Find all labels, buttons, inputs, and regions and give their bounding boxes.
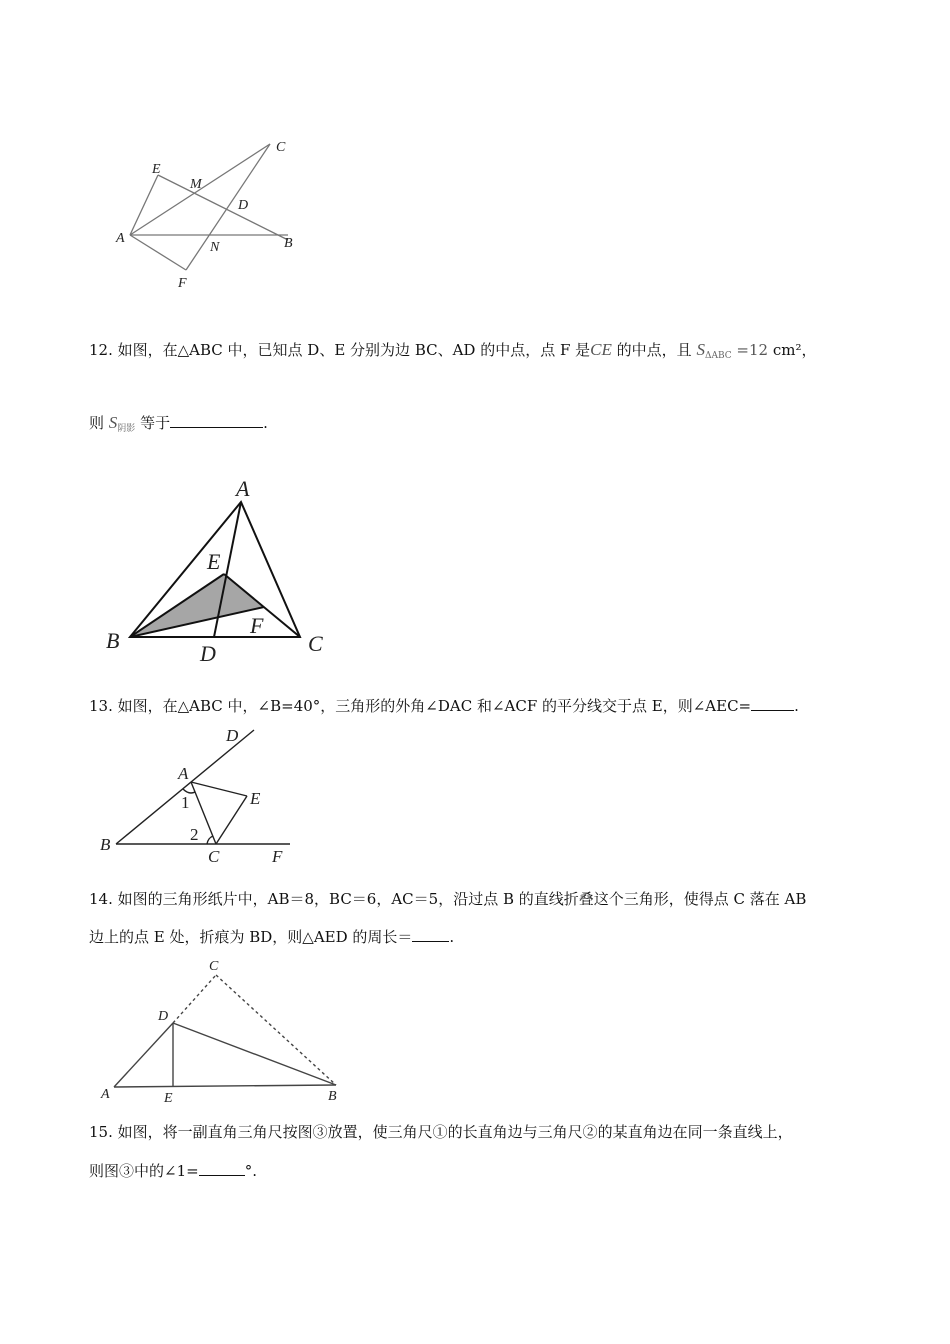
label-D: D — [238, 198, 249, 213]
figure-11 — [110, 135, 310, 295]
segment-AB — [114, 1085, 336, 1087]
label-F: F — [272, 847, 283, 866]
figure-13-svg — [96, 724, 306, 869]
segment-DB — [173, 1023, 336, 1085]
label-B: B — [106, 628, 120, 653]
shaded-region — [130, 574, 264, 637]
question-14-line-2 — [89, 927, 454, 947]
segment-EB — [158, 175, 288, 240]
label-B: B — [328, 1089, 337, 1104]
question-15-line-1 — [89, 1122, 793, 1142]
q15-degree: °. — [244, 1162, 257, 1180]
q15-line1: 15. 如图，将一副直角三角尺按图③放置，使三角尺①的长直角边与三角尺②的某直角边在同一条直线上， — [89, 1123, 793, 1141]
label-angle-2: 2 — [190, 825, 199, 844]
segment-EC — [216, 796, 247, 844]
label-M: M — [190, 177, 202, 192]
label-A: A — [116, 231, 125, 246]
q12-text-part1: 12. 如图，在△ABC 中，已知点 D、E 分别为边 BC、AD 的中点，点 F 是 — [89, 341, 591, 359]
answer-blank-12[interactable] — [170, 413, 263, 428]
label-E: E — [250, 789, 261, 808]
figure-14-svg — [96, 955, 356, 1105]
answer-blank-15[interactable] — [199, 1161, 245, 1176]
question-12-line-1 — [89, 340, 816, 366]
question-12-line-2 — [89, 413, 268, 439]
label-C: C — [276, 140, 286, 155]
question-13 — [89, 696, 799, 716]
label-A: A — [178, 764, 189, 783]
angle-2-arc — [207, 836, 213, 844]
segment-AE — [191, 782, 247, 796]
q12-text-part2: 的中点，且 — [611, 341, 697, 359]
label-E: E — [207, 549, 221, 574]
q12-eq: =12 — [731, 341, 773, 359]
label-D: D — [200, 641, 216, 666]
q12-s2-sub: 阴影 — [117, 424, 136, 434]
label-N: N — [210, 240, 220, 255]
q14-line1: 14. 如图的三角形纸片中，AB＝8，BC＝6，AC＝5，沿过点 B 的直线折叠这个三角形，使得点 C 落在 AB — [89, 890, 807, 908]
label-D: D — [226, 726, 239, 745]
label-B: B — [284, 236, 293, 251]
figure-11-svg — [110, 135, 310, 295]
label-F: F — [178, 276, 187, 291]
figure-13 — [96, 724, 306, 869]
line-BD — [116, 730, 254, 844]
label-E: E — [152, 162, 161, 177]
label-E: E — [164, 1091, 173, 1106]
label-C: C — [208, 847, 220, 866]
segment-AF — [130, 235, 186, 270]
figure-12 — [100, 470, 340, 670]
q15-line2: 则图③中的∠1= — [89, 1162, 199, 1180]
answer-blank-13[interactable] — [751, 696, 794, 711]
label-C: C — [209, 959, 219, 974]
question-14-line-1 — [89, 889, 806, 909]
label-B: B — [100, 835, 111, 854]
q12-period: . — [263, 414, 268, 432]
answer-blank-14[interactable] — [412, 927, 449, 942]
segment-CF — [186, 144, 270, 270]
q12-s-sub: ΔABC — [704, 351, 732, 361]
q12-ce: CE — [590, 340, 612, 359]
segment-CB-dashed — [216, 975, 336, 1085]
q12-s2: S — [108, 413, 118, 432]
label-F: F — [250, 613, 264, 638]
q12-unit: cm² — [772, 341, 802, 359]
label-D: D — [158, 1009, 169, 1024]
q12-line2-end: 等于 — [135, 414, 171, 432]
segment-DC-dashed — [173, 975, 216, 1023]
segment-AD — [114, 1023, 173, 1087]
q12-line2-start: 则 — [89, 414, 109, 432]
q13-text: 13. 如图，在△ABC 中，∠B=40°，三角形的外角∠DAC 和∠ACF 的平分线交于点 E，则∠AEC= — [89, 697, 752, 715]
question-15-line-2 — [89, 1161, 257, 1181]
label-A: A — [101, 1087, 110, 1102]
label-A: A — [236, 476, 250, 501]
q13-period: . — [794, 697, 799, 715]
label-angle-1: 1 — [181, 793, 190, 812]
figure-14 — [96, 955, 356, 1105]
q12-comma: ， — [801, 341, 817, 359]
q12-s: S — [696, 340, 705, 359]
figure-12-svg — [100, 470, 340, 670]
q14-period: . — [449, 928, 455, 946]
label-C: C — [308, 631, 323, 656]
q14-line2: 边上的点 E 处，折痕为 BD，则△AED 的周长＝ — [89, 928, 413, 946]
